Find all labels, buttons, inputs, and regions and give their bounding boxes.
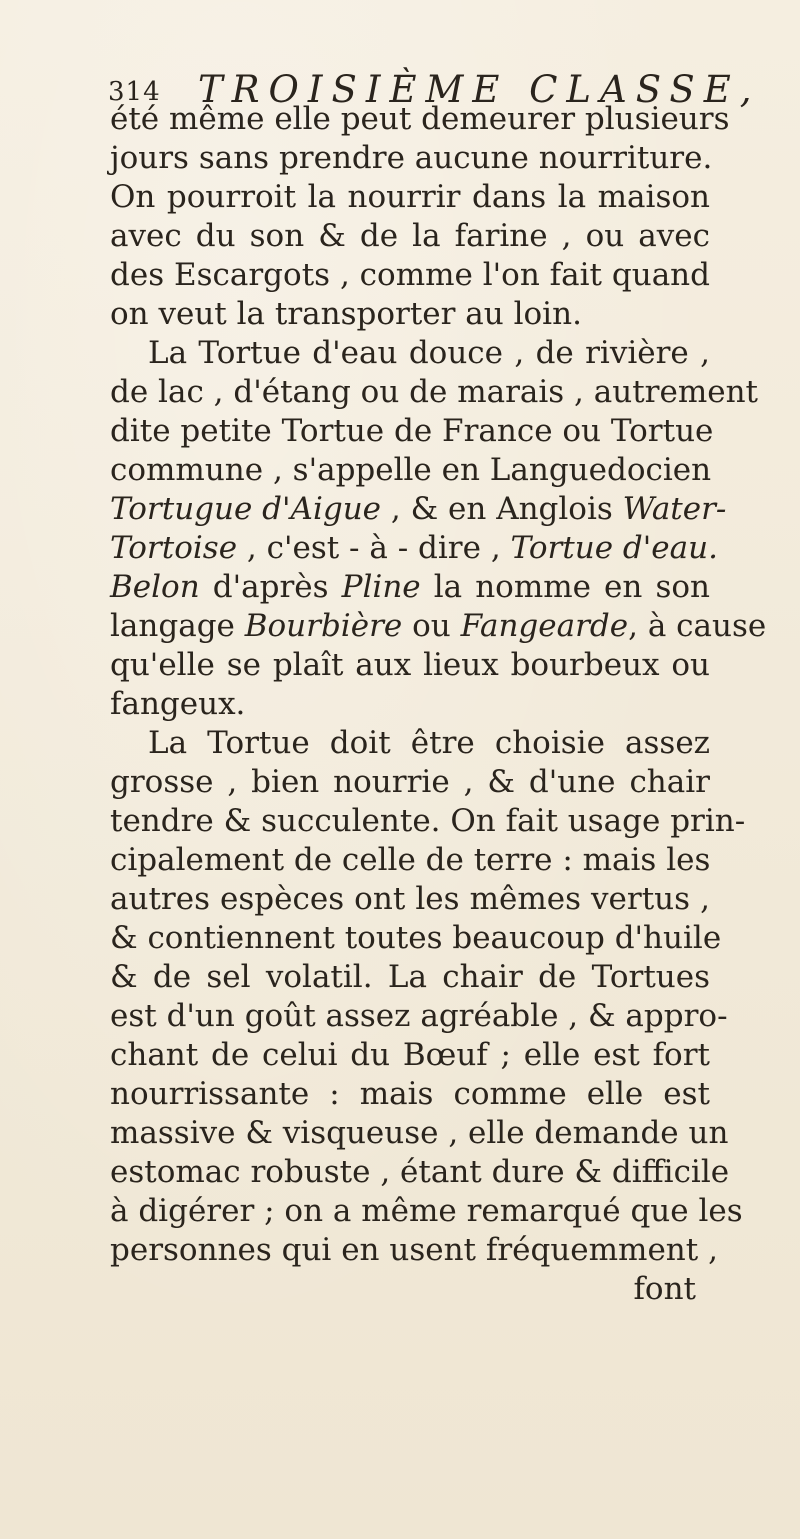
text-line: été même elle peut demeurer plusieurs [110, 101, 730, 137]
text-line: personnes qui en usent fréquemment , [110, 1232, 718, 1268]
text-line: commune , s'appelle en Languedocien [110, 452, 712, 488]
body-text [110, 100, 767, 1309]
italic-term: Bourbière [244, 608, 403, 644]
text-line: on veut la transporter au loin. [110, 296, 582, 332]
text-segment: langage [110, 608, 245, 644]
italic-term: Pline [341, 569, 421, 605]
italic-term: Tortoise [110, 530, 238, 566]
italic-term: Tortugue d'Aigue [110, 491, 382, 527]
running-head: TROISIÈME CLASSE, [198, 68, 761, 111]
text-line: massive & visqueuse , elle demande un [110, 1115, 729, 1151]
text-segment: d'après [199, 569, 342, 605]
text-line: qu'elle se plaît aux lieux bourbeux ou [110, 647, 710, 683]
text-line: autres espèces ont les mêmes vertus , [110, 881, 710, 917]
paragraph-start-line: La Tortue doit être choisie assez [148, 725, 710, 761]
text-line: grosse , bien nourrie , & d'une chair [110, 764, 710, 800]
text-line: & de sel volatil. La chair de Tortues [110, 959, 710, 995]
text-line: & contiennent toutes beaucoup d'huile [110, 920, 722, 956]
text-line: jours sans prendre aucune nourriture. [110, 140, 713, 176]
text-line: de lac , d'étang ou de marais , autrement [110, 374, 759, 410]
text-line [110, 490, 727, 529]
text-segment: la nomme en son [420, 569, 710, 605]
text-line: fangeux. [110, 686, 246, 722]
text-line: est d'un goût assez agréable , & appro- [110, 998, 728, 1034]
text-line: estomac robuste , étant dure & difficile [110, 1154, 730, 1190]
text-line: nourrissante : mais comme elle est [110, 1076, 710, 1112]
italic-term: Tortue d'eau. [510, 530, 718, 566]
text-line [110, 568, 710, 607]
text-segment: , c'est - à - dire , [237, 530, 511, 566]
text-line: dite petite Tortue de France ou Tortue [110, 413, 714, 449]
text-line: des Escargots , comme l'on fait quand [110, 257, 710, 293]
text-segment: ou [402, 608, 461, 644]
text-line: tendre & succulente. On fait usage prin- [110, 803, 746, 839]
text-segment: , à cause [628, 608, 767, 644]
text-line [110, 529, 718, 568]
italic-term: Water- [622, 491, 727, 527]
text-line: à digérer ; on a même remarqué que les [110, 1193, 743, 1229]
text-line: chant de celui du Bœuf ; elle est fort [110, 1037, 710, 1073]
page-number: 314 [108, 77, 161, 107]
text-line: cipalement de celle de terre : mais les [110, 842, 711, 878]
text-line: avec du son & de la farine , ou avec [110, 218, 710, 254]
catchword: font [633, 1271, 696, 1307]
text-line [110, 607, 767, 646]
italic-term: Belon [110, 569, 200, 605]
text-line: On pourroit la nourrir dans la maison [110, 179, 710, 215]
text-segment: , & en Anglois [381, 491, 623, 527]
italic-term: Fangearde [460, 608, 629, 644]
paragraph-start-line: La Tortue d'eau douce , de rivière , [148, 335, 710, 371]
